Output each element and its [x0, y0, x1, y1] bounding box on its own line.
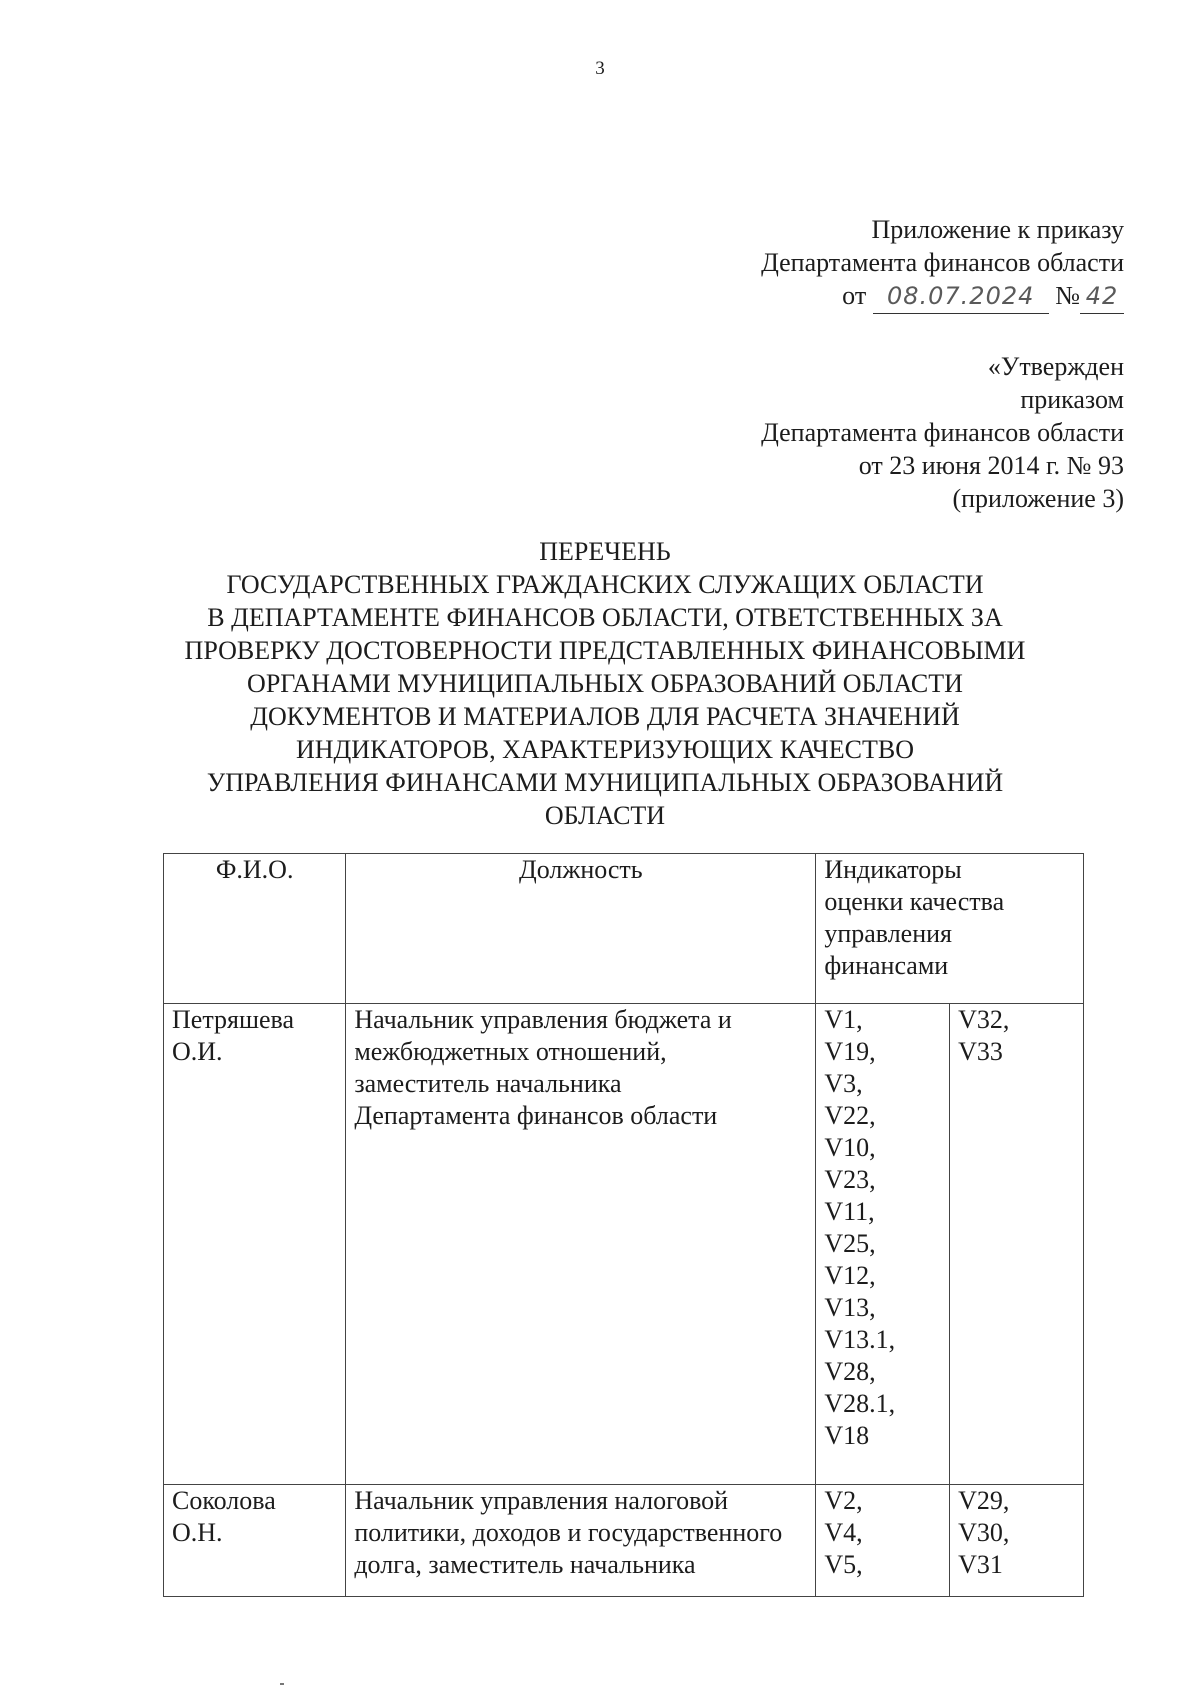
title-line: ИНДИКАТОРОВ, ХАРАКТЕРИЗУЮЩИХ КАЧЕСТВО [296, 735, 914, 764]
title-line: ДОКУМЕНТОВ И МАТЕРИАЛОВ ДЛЯ РАСЧЕТА ЗНАЧЕНИЙ [250, 702, 960, 731]
cell-position [346, 1485, 816, 1597]
title-line: УПРАВЛЕНИЯ ФИНАНСАМИ МУНИЦИПАЛЬНЫХ ОБРАЗОВАНИЙ [206, 768, 1004, 797]
approved-stamp-text [761, 350, 1124, 515]
approved-line-2: приказом [1020, 385, 1124, 414]
cell-indicators-2 [950, 1004, 1084, 1485]
indicator-code: V18 [824, 1421, 870, 1450]
indicator-code: V1, [824, 1005, 863, 1034]
title-line: ПЕРЕЧЕНЬ [539, 537, 671, 566]
indicator-code: V28.1, [824, 1389, 896, 1418]
position-line: заместитель начальника [354, 1069, 622, 1098]
appendix-line-1: Приложение к приказу [871, 215, 1124, 244]
title-line: В ДЕПАРТАМЕНТЕ ФИНАНСОВ ОБЛАСТИ, ОТВЕТСТВЕННЫХ ЗА [207, 603, 1003, 632]
approved-line-3: Департамента финансов области [761, 418, 1124, 447]
position-line: межбюджетных отношений, [354, 1037, 667, 1066]
date-prefix: от [842, 281, 867, 310]
indicator-code: V11, [824, 1197, 875, 1226]
page-number: 3 [595, 58, 605, 79]
number-prefix: № [1055, 281, 1080, 310]
cell-fio [164, 1485, 346, 1597]
position-line: политики, доходов и государственного [354, 1518, 783, 1547]
indicator-code: V13, [824, 1293, 876, 1322]
table-header-row [164, 854, 1084, 1004]
indicator-code: V32, [958, 1005, 1010, 1034]
cell-indicators-1 [816, 1004, 950, 1485]
header-indicators-line: управления [824, 919, 953, 948]
position-line: Департамента финансов области [354, 1101, 718, 1130]
title-line: ОРГАНАМИ МУНИЦИПАЛЬНЫХ ОБРАЗОВАНИЙ ОБЛАСТИ [247, 669, 963, 698]
header-position: Должность [346, 854, 816, 1004]
header-indicators-line: оценки качества [824, 887, 1005, 916]
handwritten-date: 08.07.2024 [873, 280, 1049, 314]
header-indicators [816, 854, 1084, 1004]
indicator-code: V19, [824, 1037, 876, 1066]
position-line: долга, заместитель начальника [354, 1550, 696, 1579]
cell-indicators-2 [950, 1485, 1084, 1597]
approved-line-1: «Утвержден [987, 352, 1124, 381]
handwritten-number: 42 [1080, 280, 1124, 314]
indicator-code: V4, [824, 1518, 863, 1547]
indicator-code: V22, [824, 1101, 876, 1130]
indicator-code: V31 [958, 1550, 1003, 1579]
fio-line: О.И. [172, 1037, 223, 1066]
fio-line: О.Н. [172, 1518, 223, 1547]
indicator-code: V25, [824, 1229, 876, 1258]
table-row [164, 1485, 1084, 1597]
cell-position [346, 1004, 816, 1485]
header-indicators-line: Индикаторы [824, 855, 962, 884]
appendix-line-2: Департамента финансов области [761, 248, 1124, 277]
officials-table [163, 853, 1084, 1597]
appendix-order-line [761, 279, 1124, 314]
position-line: Начальник управления бюджета и [354, 1005, 732, 1034]
indicator-code: V30, [958, 1518, 1010, 1547]
indicator-code: V33 [958, 1037, 1003, 1066]
cell-fio [164, 1004, 346, 1485]
indicator-code: V28, [824, 1357, 876, 1386]
title-line: ГОСУДАРСТВЕННЫХ ГРАЖДАНСКИХ СЛУЖАЩИХ ОБЛАСТИ [226, 570, 984, 599]
header-fio: Ф.И.О. [164, 854, 346, 1004]
scan-artifact [280, 1683, 284, 1685]
indicator-code: V12, [824, 1261, 876, 1290]
indicator-code: V3, [824, 1069, 863, 1098]
document-title [150, 535, 1060, 832]
cell-indicators-1 [816, 1485, 950, 1597]
title-line: ПРОВЕРКУ ДОСТОВЕРНОСТИ ПРЕДСТАВЛЕННЫХ ФИНАНСОВЫМИ [184, 636, 1026, 665]
indicator-code: V2, [824, 1486, 863, 1515]
table-row [164, 1004, 1084, 1485]
approved-line-5: (приложение 3) [952, 484, 1124, 513]
indicator-code: V10, [824, 1133, 876, 1162]
header-indicators-line: финансами [824, 951, 949, 980]
indicator-code: V29, [958, 1486, 1010, 1515]
approved-line-4: от 23 июня 2014 г. № 93 [858, 451, 1124, 480]
fio-line: Соколова [172, 1486, 276, 1515]
title-line: ОБЛАСТИ [544, 801, 666, 830]
fio-line: Петряшева [172, 1005, 294, 1034]
appendix-header [761, 213, 1124, 314]
position-line: Начальник управления налоговой [354, 1486, 729, 1515]
indicator-code: V13.1, [824, 1325, 896, 1354]
indicator-code: V23, [824, 1165, 876, 1194]
indicator-code: V5, [824, 1550, 863, 1579]
